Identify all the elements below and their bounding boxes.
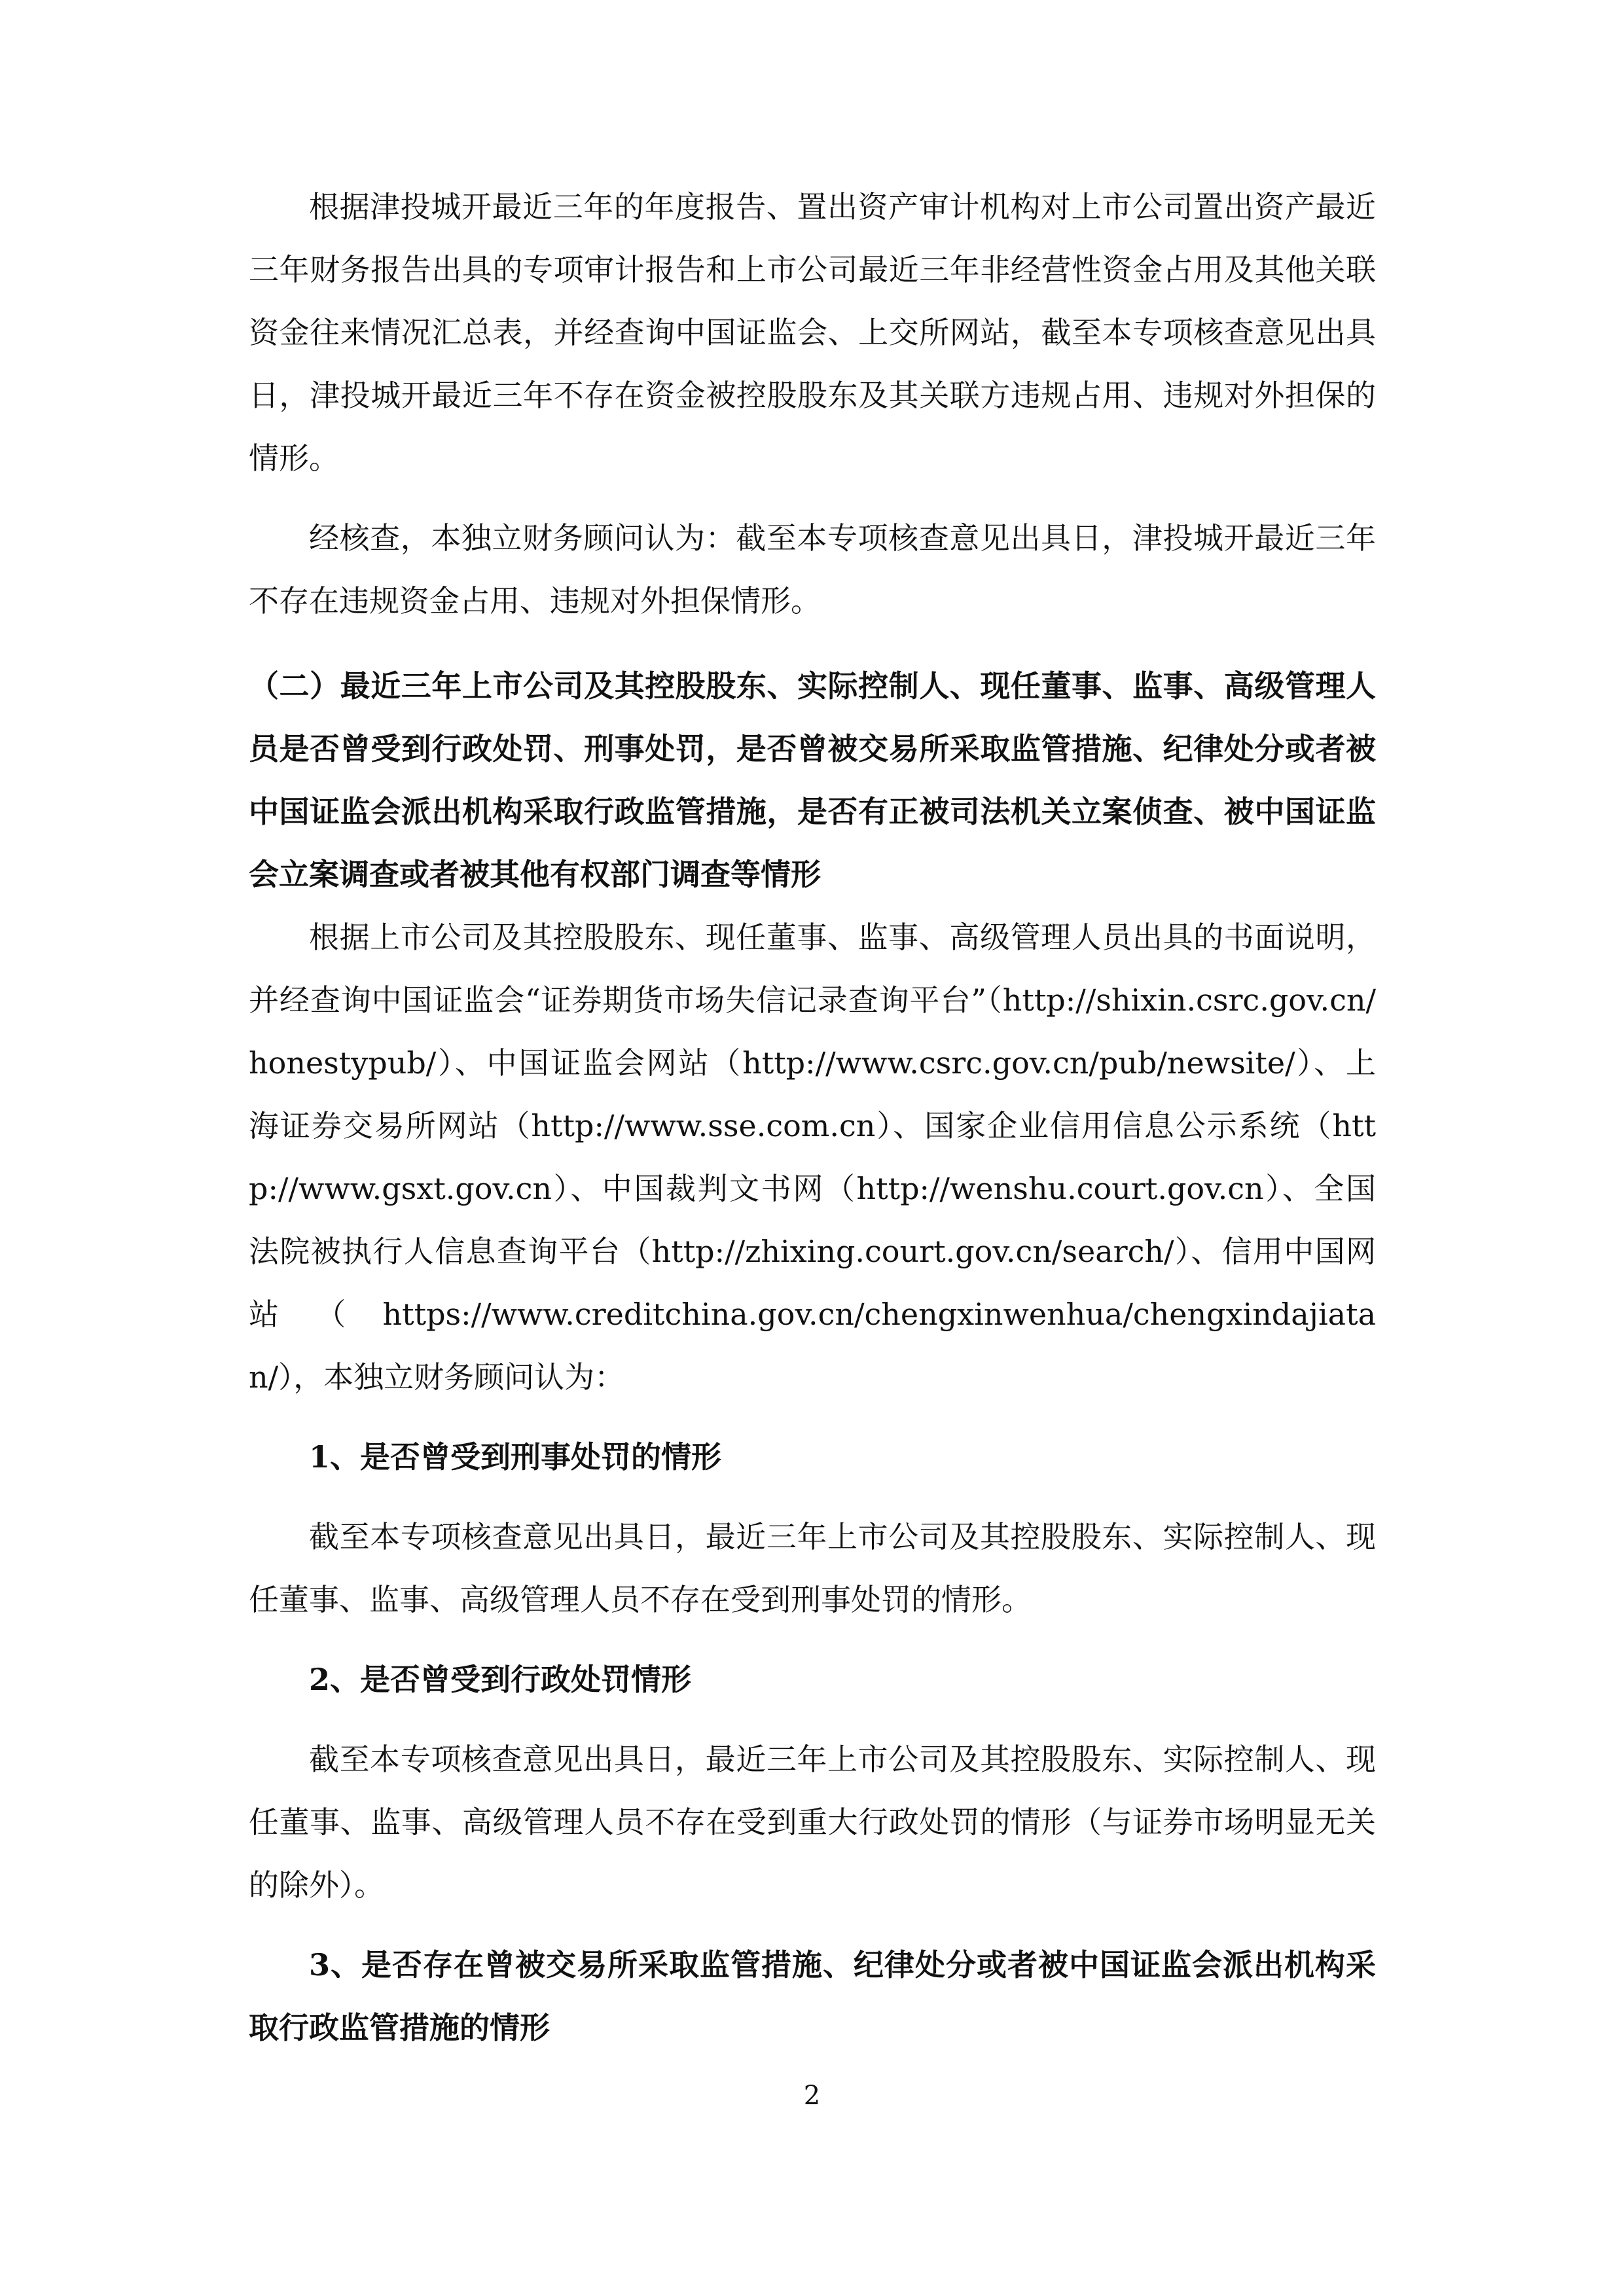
paragraph-criminal-penalty: 截至本专项核查意见出具日，最近三年上市公司及其控股股东、实际控制人、现任董事、监事、高级管理人员不存在受到刑事处罚的情形。 (249, 1519, 1376, 1617)
item-heading-administrative-penalty: 2、是否曾受到行政处罚情形 (309, 1662, 692, 1697)
paragraph-verification-sources: 根据上市公司及其控股股东、现任董事、监事、高级管理人员出具的书面说明，并经查询中国证监会“证券期货市场失信记录查询平台”（http://shixin.csrc.gov.cn/honestypub/）、中国证监会网站（http://www.csrc.gov.cn/pub/newsite/）、上海证券交易所网站（http://www.sse.com.cn）、国家企业信用信息公示系统（http://www.gsxt.gov.cn）、中国裁判文书网（http://wenshu.court.gov.cn）、全国法院被执行人信息查询平台（http://zhixing.court.gov.cn/search/）、信用中国网站（https://www.creditchina.gov.cn/chengxinwenhua/chengxindajiatan/），本独立财务顾问认为： (249, 920, 1376, 1395)
paragraph-fund-occupation-basis: 根据津投城开最近三年的年度报告、置出资产审计机构对上市公司置出资产最近三年财务报告出具的专项审计报告和上市公司最近三年非经营性资金占用及其他关联资金往来情况汇总表，并经查询中国证监会、上交所网站，截至本专项核查意见出具日，津投城开最近三年不存在资金被控股股东及其关联方违规占用、违规对外担保的情形。 (249, 189, 1376, 476)
section-heading-penalties: （二）最近三年上市公司及其控股股东、实际控制人、现任董事、监事、高级管理人员是否曾受到行政处罚、刑事处罚，是否曾被交易所采取监管措施、纪律处分或者被中国证监会派出机构采取行政监管措施，是否有正被司法机关立案侦查、被中国证监会立案调查或者被其他有权部门调查等情形 (249, 668, 1376, 892)
paragraph-fund-occupation-conclusion: 经核查，本独立财务顾问认为：截至本专项核查意见出具日，津投城开最近三年不存在违规资金占用、违规对外担保情形。 (249, 520, 1376, 619)
page-number: 2 (803, 2081, 821, 2111)
paragraph-administrative-penalty: 截至本专项核查意见出具日，最近三年上市公司及其控股股东、实际控制人、现任董事、监事、高级管理人员不存在受到重大行政处罚的情形（与证券市场明显无关的除外）。 (249, 1742, 1376, 1903)
item-heading-regulatory-measures: 3、是否存在曾被交易所采取监管措施、纪律处分或者被中国证监会派出机构采取行政监管措施的情形 (249, 1947, 1376, 2045)
item-heading-criminal-penalty: 1、是否曾受到刑事处罚的情形 (309, 1439, 722, 1475)
document-page (249, 175, 1376, 2059)
